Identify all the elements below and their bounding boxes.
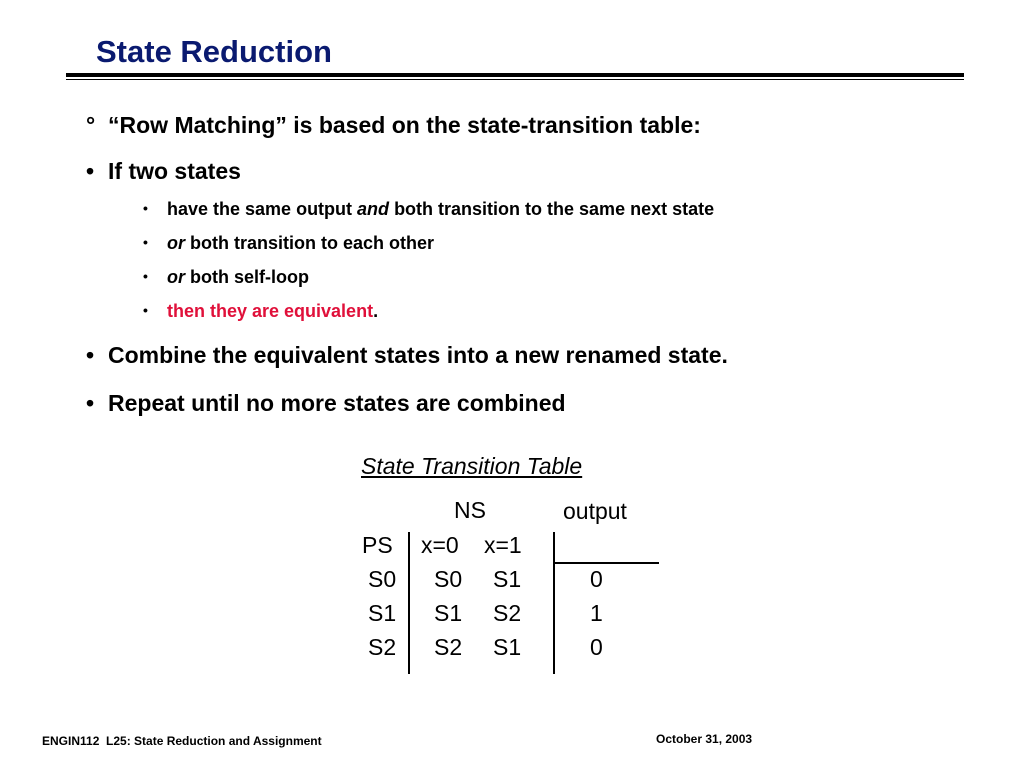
bullet-row-matching <box>86 112 701 139</box>
x0-header: x=0 <box>421 532 459 558</box>
bullet-text: “Row Matching” is based on the state-transition table: <box>108 112 701 138</box>
table-cell-ps: S1 <box>368 600 397 626</box>
title-rule-thin <box>66 79 964 80</box>
ns-header: NS <box>454 497 486 523</box>
equivalent-highlight: then they are equivalent <box>167 301 374 321</box>
bullet-dot-icon: • <box>143 268 148 284</box>
sub-bullet-text: . <box>373 301 379 321</box>
table-cell-ps: S0 <box>368 566 397 592</box>
bullet-dot-icon: • <box>86 390 95 416</box>
bullet-if-two-states <box>86 158 241 185</box>
table-cell-x1: S1 <box>493 566 522 592</box>
table-cell-ps: S2 <box>368 634 397 660</box>
table-cell-x0: S2 <box>434 634 463 660</box>
bullet-dot-icon: • <box>86 158 95 184</box>
bullet-combine-states <box>86 342 728 369</box>
table-divider-output <box>553 532 555 674</box>
ps-header: PS <box>362 532 393 558</box>
sub-bullet-text: both transition to the same next state <box>389 199 715 219</box>
bullet-text: If two states <box>108 158 241 184</box>
sub-bullet-equivalent <box>143 301 378 322</box>
table-cell-x0: S1 <box>434 600 463 626</box>
emphasis-and: and <box>357 199 390 219</box>
sub-bullet-self-loop <box>143 267 309 288</box>
degree-bullet-icon: ° <box>86 112 96 138</box>
sub-bullet-same-output <box>143 199 714 220</box>
title-rule-thick <box>66 73 964 77</box>
bullet-dot-icon: • <box>143 302 148 318</box>
table-caption: State Transition Table <box>361 453 583 479</box>
table-cell-x1: S1 <box>493 634 522 660</box>
bullet-dot-icon: • <box>143 200 148 216</box>
table-cell-x1: S2 <box>493 600 522 626</box>
table-output-underline <box>553 562 659 564</box>
sub-bullet-text: both transition to each other <box>185 233 435 253</box>
x1-header: x=1 <box>484 532 522 558</box>
table-cell-output: 0 <box>590 634 603 660</box>
footer-course: ENGIN112 L25: State Reduction and Assignment <box>42 734 322 748</box>
footer-date: October 31, 2003 <box>656 732 753 746</box>
emphasis-or: or <box>167 267 185 287</box>
emphasis-or: or <box>167 233 185 253</box>
table-divider-ps <box>408 532 410 674</box>
table-cell-output: 0 <box>590 566 603 592</box>
sub-bullet-text: have the same output <box>167 199 358 219</box>
sub-bullet-transition-each-other <box>143 233 434 254</box>
bullet-text: Combine the equivalent states into a new renamed state. <box>108 342 728 368</box>
table-cell-output: 1 <box>590 600 603 626</box>
sub-bullet-text: both self-loop <box>185 267 309 287</box>
bullet-dot-icon: • <box>143 234 148 250</box>
bullet-dot-icon: • <box>86 342 95 368</box>
output-header: output <box>563 498 627 524</box>
bullet-repeat <box>86 390 566 417</box>
bullet-text: Repeat until no more states are combined <box>108 390 566 416</box>
slide-title: State Reduction <box>96 34 332 69</box>
table-cell-x0: S0 <box>434 566 463 592</box>
